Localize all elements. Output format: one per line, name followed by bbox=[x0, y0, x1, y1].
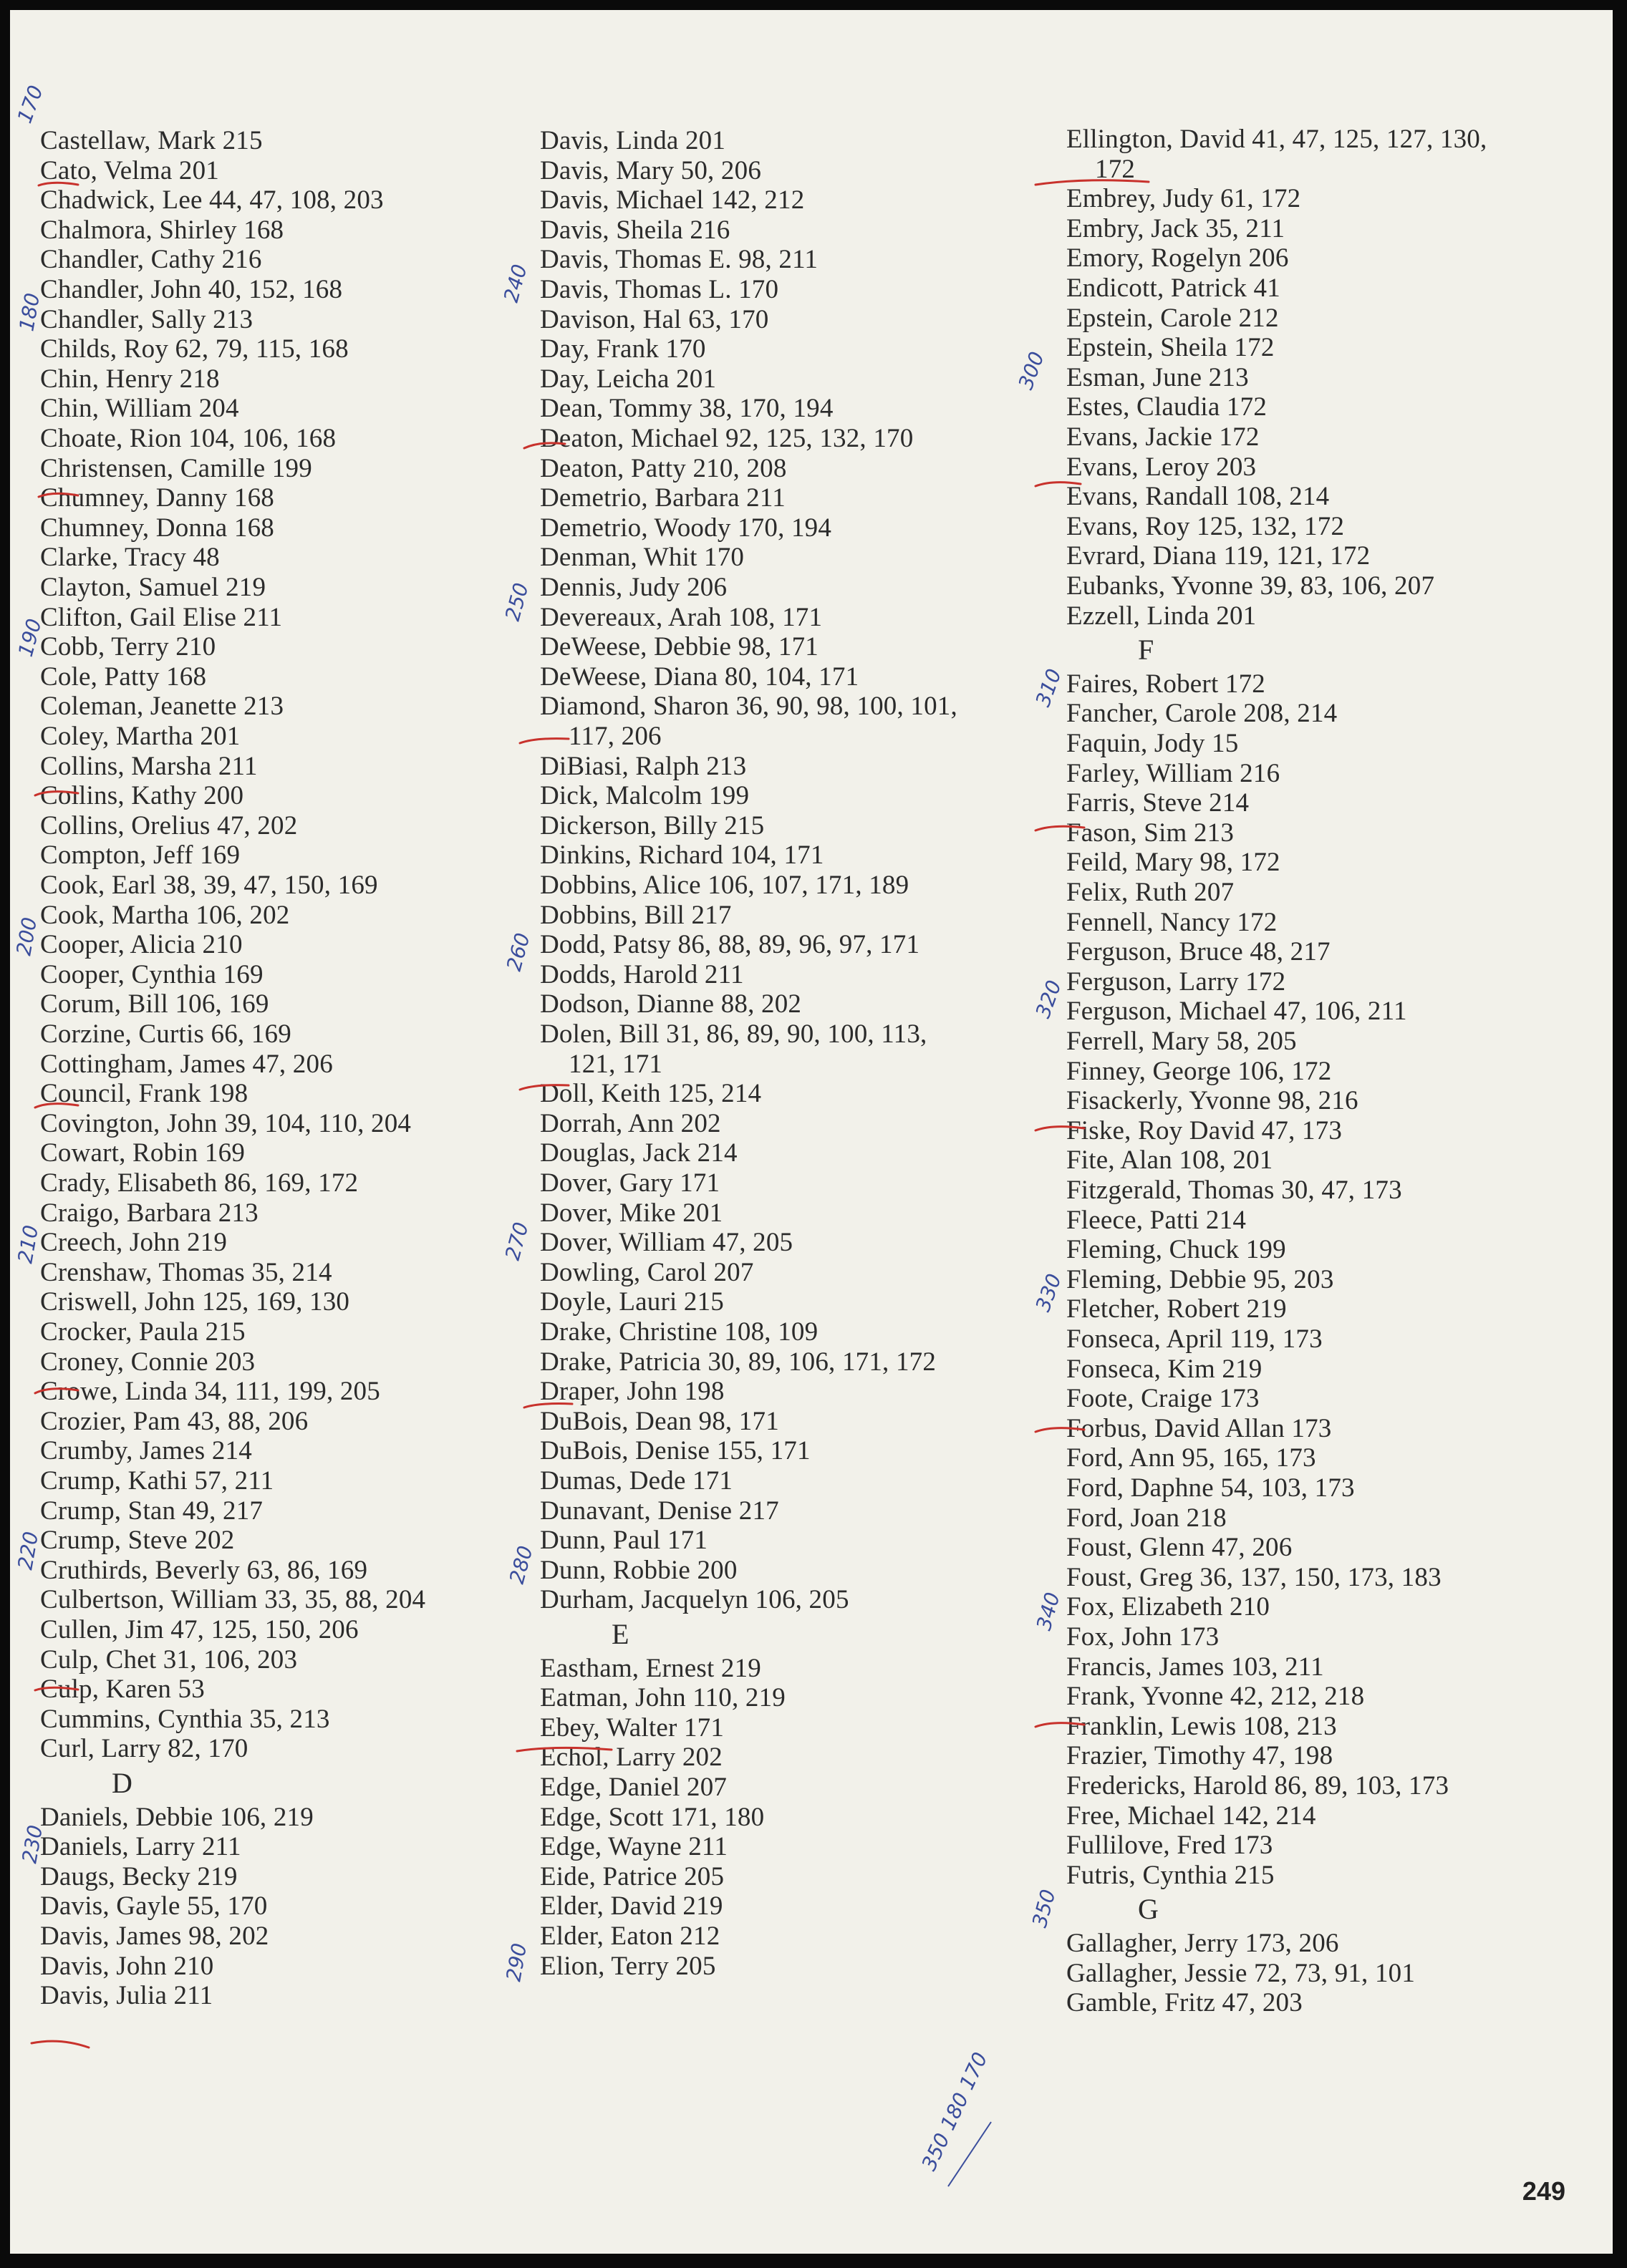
note-300: 300 bbox=[1013, 348, 1049, 393]
index-entry: Davis, Gayle 55, 170 bbox=[40, 1891, 268, 1921]
index-entry: Evans, Leroy 203 bbox=[1066, 452, 1257, 482]
index-entry: Crump, Stan 49, 217 bbox=[40, 1496, 264, 1526]
index-entry: Dobbins, Alice 106, 107, 171, 189 bbox=[540, 871, 909, 900]
index-entry: Demetrio, Woody 170, 194 bbox=[540, 513, 832, 543]
index-entry: Farley, William 216 bbox=[1066, 759, 1280, 788]
index-entry: DuBois, Denise 155, 171 bbox=[540, 1436, 811, 1465]
index-entry: Cottingham, James 47, 206 bbox=[40, 1050, 333, 1079]
index-entry: Corum, Bill 106, 169 bbox=[40, 989, 269, 1019]
index-entry: Corzine, Curtis 66, 169 bbox=[40, 1019, 291, 1049]
index-entry: Frank, Yvonne 42, 212, 218 bbox=[1066, 1682, 1365, 1711]
index-entry: Free, Michael 142, 214 bbox=[1066, 1801, 1316, 1831]
index-entry: Crump, Steve 202 bbox=[40, 1526, 235, 1555]
index-entry: Finney, George 106, 172 bbox=[1066, 1057, 1332, 1086]
index-entry: Davis, Sheila 216 bbox=[540, 215, 730, 245]
index-entry: Gamble, Fritz 47, 203 bbox=[1066, 1988, 1303, 2017]
index-entry: Cato, Velma 201 bbox=[40, 156, 219, 185]
index-entry: Dinkins, Richard 104, 171 bbox=[540, 840, 824, 870]
index-entry: Ferguson, Larry 172 bbox=[1066, 967, 1286, 997]
index-entry: Dunn, Paul 171 bbox=[540, 1526, 708, 1555]
index-entry: Elder, Eaton 212 bbox=[540, 1922, 720, 1951]
index-entry: Ford, Ann 95, 165, 173 bbox=[1066, 1443, 1316, 1473]
index-entry: Demetrio, Barbara 211 bbox=[540, 483, 786, 513]
red-pencil-marks bbox=[32, 180, 1149, 2048]
index-entry: Evans, Randall 108, 214 bbox=[1066, 482, 1330, 511]
index-entry: Fennell, Nancy 172 bbox=[1066, 908, 1278, 937]
index-page bbox=[10, 10, 1613, 2254]
index-entry-continuation: 117, 206 bbox=[569, 722, 662, 751]
index-entry: Futris, Cynthia 215 bbox=[1066, 1861, 1275, 1890]
page-number: 249 bbox=[1522, 2176, 1565, 2206]
index-entry: Crozier, Pam 43, 88, 206 bbox=[40, 1407, 309, 1436]
index-entry: Chandler, Sally 213 bbox=[40, 305, 254, 334]
index-entry: Fox, Elizabeth 210 bbox=[1066, 1592, 1270, 1622]
index-entry: Felix, Ruth 207 bbox=[1066, 878, 1235, 907]
index-entry: Crenshaw, Thomas 35, 214 bbox=[40, 1258, 332, 1287]
section-letter: G bbox=[1138, 1893, 1159, 1925]
index-entry: Chadwick, Lee 44, 47, 108, 203 bbox=[40, 185, 384, 215]
index-entry: Evrard, Diana 119, 121, 172 bbox=[1066, 541, 1371, 571]
index-entry: Christensen, Camille 199 bbox=[40, 454, 312, 483]
index-entry: Culbertson, William 33, 35, 88, 204 bbox=[40, 1585, 426, 1614]
index-entry: Chumney, Danny 168 bbox=[40, 483, 274, 513]
index-entry: Deaton, Patty 210, 208 bbox=[540, 454, 787, 483]
index-entry: Edge, Wayne 211 bbox=[540, 1832, 728, 1861]
index-entry: Council, Frank 198 bbox=[40, 1079, 248, 1108]
index-entry: Day, Leicha 201 bbox=[540, 364, 717, 394]
index-entry: Davis, Julia 211 bbox=[40, 1981, 213, 2010]
section-letter: F bbox=[1138, 634, 1154, 666]
index-entry: Criswell, John 125, 169, 130 bbox=[40, 1287, 350, 1317]
index-entry: Dodds, Harold 211 bbox=[540, 960, 744, 989]
index-entry: Chumney, Donna 168 bbox=[40, 513, 274, 543]
index-entry: Francis, James 103, 211 bbox=[1066, 1652, 1324, 1682]
blue-pencil-numbers bbox=[11, 82, 1066, 2174]
index-entry: Dunn, Robbie 200 bbox=[540, 1556, 738, 1585]
index-entry: Feild, Mary 98, 172 bbox=[1066, 848, 1280, 877]
index-entry: Drake, Patricia 30, 89, 106, 171, 172 bbox=[540, 1347, 937, 1377]
index-entry: Daniels, Larry 211 bbox=[40, 1832, 241, 1861]
index-entry: Collins, Orelius 47, 202 bbox=[40, 811, 298, 840]
index-entry: Fisackerly, Yvonne 98, 216 bbox=[1066, 1086, 1358, 1115]
index-entry: Creech, John 219 bbox=[40, 1228, 228, 1257]
note-290: 290 bbox=[501, 1941, 532, 1984]
index-entry: Gallagher, Jerry 173, 206 bbox=[1066, 1929, 1339, 1958]
index-entry: Eastham, Ernest 219 bbox=[540, 1654, 761, 1683]
index-entry: Dover, Gary 171 bbox=[540, 1168, 720, 1198]
index-entry: Fredericks, Harold 86, 89, 103, 173 bbox=[1066, 1771, 1449, 1801]
index-entry: Cobb, Terry 210 bbox=[40, 632, 216, 662]
index-entry: Draper, John 198 bbox=[540, 1377, 725, 1406]
index-entry: Estes, Claudia 172 bbox=[1066, 392, 1268, 422]
index-entry: Davis, James 98, 202 bbox=[40, 1922, 269, 1951]
note-310: 310 bbox=[1030, 665, 1066, 710]
index-entry: Epstein, Sheila 172 bbox=[1066, 333, 1275, 362]
index-entry: Durham, Jacquelyn 106, 205 bbox=[540, 1585, 849, 1614]
index-entry: Clayton, Samuel 219 bbox=[40, 573, 266, 602]
index-entry: Davis, Thomas L. 170 bbox=[540, 275, 779, 304]
index-entry: Ford, Joan 218 bbox=[1066, 1503, 1227, 1533]
index-entry: DiBiasi, Ralph 213 bbox=[540, 752, 747, 781]
index-entry: Fleming, Chuck 199 bbox=[1066, 1235, 1286, 1264]
index-entry: Crump, Kathi 57, 211 bbox=[40, 1466, 274, 1496]
index-entry: Dean, Tommy 38, 170, 194 bbox=[540, 394, 834, 423]
index-entry: Fiske, Roy David 47, 173 bbox=[1066, 1116, 1343, 1145]
note-190: 190 bbox=[13, 616, 47, 659]
section-letter: D bbox=[112, 1767, 132, 1799]
index-entry: Chin, Henry 218 bbox=[40, 364, 220, 394]
index-entry: Cruthirds, Beverly 63, 86, 169 bbox=[40, 1556, 368, 1585]
index-entry: Culp, Chet 31, 106, 203 bbox=[40, 1645, 298, 1675]
index-entry: Dodson, Dianne 88, 202 bbox=[540, 989, 802, 1019]
index-entry: Fullilove, Fred 173 bbox=[1066, 1831, 1273, 1860]
index-entry: Foust, Greg 36, 137, 150, 173, 183 bbox=[1066, 1563, 1442, 1592]
index-entry: Evans, Roy 125, 132, 172 bbox=[1066, 512, 1345, 541]
index-entry: Dunavant, Denise 217 bbox=[540, 1496, 779, 1526]
index-entry: Chalmora, Shirley 168 bbox=[40, 215, 284, 245]
index-entry: Drake, Christine 108, 109 bbox=[540, 1317, 819, 1347]
section-letter: E bbox=[612, 1618, 629, 1650]
index-entry: Ferguson, Bruce 48, 217 bbox=[1066, 937, 1331, 966]
index-entry: Fitzgerald, Thomas 30, 47, 173 bbox=[1066, 1176, 1402, 1205]
index-entry: Ferrell, Mary 58, 205 bbox=[1066, 1027, 1297, 1056]
index-entry: Crady, Elisabeth 86, 169, 172 bbox=[40, 1168, 359, 1198]
note-350: 350 bbox=[1027, 1886, 1061, 1930]
index-entry: Fox, John 173 bbox=[1066, 1622, 1220, 1652]
index-entry: Fonseca, April 119, 173 bbox=[1066, 1324, 1323, 1354]
note-220: 220 bbox=[13, 1529, 44, 1572]
index-entry: Craigo, Barbara 213 bbox=[40, 1198, 259, 1228]
note-240: 240 bbox=[498, 261, 532, 305]
index-entry: Edge, Daniel 207 bbox=[540, 1773, 728, 1802]
index-entry: Foust, Glenn 47, 206 bbox=[1066, 1533, 1293, 1562]
note-270: 270 bbox=[500, 1219, 534, 1263]
index-entry: Cook, Martha 106, 202 bbox=[40, 901, 290, 930]
index-entry: Davis, Mary 50, 206 bbox=[540, 156, 762, 185]
index-entry: Evans, Jackie 172 bbox=[1066, 422, 1260, 452]
index-entry: Dickerson, Billy 215 bbox=[540, 811, 765, 840]
index-entry: Echol, Larry 202 bbox=[540, 1743, 723, 1772]
index-entry: Cook, Earl 38, 39, 47, 150, 169 bbox=[40, 871, 378, 900]
index-entry: Cummins, Cynthia 35, 213 bbox=[40, 1705, 330, 1734]
index-entry-continuation: 172 bbox=[1095, 155, 1136, 184]
index-entry: Emory, Rogelyn 206 bbox=[1066, 243, 1289, 273]
index-entry: Cooper, Cynthia 169 bbox=[40, 960, 264, 989]
index-entry: Crumby, James 214 bbox=[40, 1436, 252, 1465]
index-entry: Dennis, Judy 206 bbox=[540, 573, 728, 602]
index-entry: Devereaux, Arah 108, 171 bbox=[540, 603, 823, 632]
index-entry: Chin, William 204 bbox=[40, 394, 239, 423]
index-entry: Dover, Mike 201 bbox=[540, 1198, 723, 1228]
index-entry: Clarke, Tracy 48 bbox=[40, 543, 220, 572]
index-entry-continuation: 121, 171 bbox=[569, 1050, 663, 1079]
index-entry: Davis, Michael 142, 212 bbox=[540, 185, 805, 215]
index-entry: Crocker, Paula 215 bbox=[40, 1317, 246, 1347]
index-entry: Dodd, Patsy 86, 88, 89, 96, 97, 171 bbox=[540, 930, 920, 959]
index-entry: Dick, Malcolm 199 bbox=[540, 781, 750, 810]
index-entry: Fletcher, Robert 219 bbox=[1066, 1294, 1287, 1324]
index-entry: Daugs, Becky 219 bbox=[40, 1862, 238, 1891]
index-entry: Diamond, Sharon 36, 90, 98, 100, 101, bbox=[540, 692, 957, 721]
index-entry: Endicott, Patrick 41 bbox=[1066, 273, 1280, 303]
index-entry: Dowling, Carol 207 bbox=[540, 1258, 754, 1287]
note-280: 280 bbox=[504, 1543, 538, 1586]
index-entry: Dumas, Dede 171 bbox=[540, 1466, 733, 1496]
index-entry: Forbus, David Allan 173 bbox=[1066, 1414, 1332, 1443]
index-entry: Davis, Thomas E. 98, 211 bbox=[540, 245, 819, 274]
index-entry: Dolen, Bill 31, 86, 89, 90, 100, 113, bbox=[540, 1019, 927, 1049]
index-entry: Eide, Patrice 205 bbox=[540, 1862, 725, 1891]
index-entry: Douglas, Jack 214 bbox=[540, 1138, 738, 1168]
index-entry: Gallagher, Jessie 72, 73, 91, 101 bbox=[1066, 1959, 1416, 1988]
index-entry: Ebey, Walter 171 bbox=[540, 1713, 725, 1743]
index-entry: Ellington, David 41, 47, 125, 127, 130, bbox=[1066, 125, 1487, 154]
note-230: 230 bbox=[17, 1823, 48, 1866]
index-entry: Dorrah, Ann 202 bbox=[540, 1109, 721, 1138]
index-entry: Collins, Marsha 211 bbox=[40, 752, 258, 781]
note-250: 250 bbox=[500, 580, 534, 624]
index-entry: Elion, Terry 205 bbox=[540, 1952, 716, 1981]
index-entry: Davison, Hal 63, 170 bbox=[540, 305, 769, 334]
index-entry: Doll, Keith 125, 214 bbox=[540, 1079, 762, 1108]
index-entry: Ford, Daphne 54, 103, 173 bbox=[1066, 1473, 1355, 1503]
index-entry: Cole, Patty 168 bbox=[40, 662, 207, 692]
index-entry: Clifton, Gail Elise 211 bbox=[40, 603, 283, 632]
index-entry: Daniels, Debbie 106, 219 bbox=[40, 1803, 314, 1832]
index-entry: Doyle, Lauri 215 bbox=[540, 1287, 724, 1317]
note-tally: 350 180 170 bbox=[917, 2048, 993, 2174]
index-entry: Collins, Kathy 200 bbox=[40, 781, 244, 810]
index-entry: Esman, June 213 bbox=[1066, 363, 1249, 392]
index-entry: Dobbins, Bill 217 bbox=[540, 901, 732, 930]
index-entry: Fonseca, Kim 219 bbox=[1066, 1354, 1263, 1384]
index-entry: DeWeese, Diana 80, 104, 171 bbox=[540, 662, 859, 692]
index-entry: Culp, Karen 53 bbox=[40, 1675, 205, 1704]
index-entry: Croney, Connie 203 bbox=[40, 1347, 256, 1377]
index-entry: Denman, Whit 170 bbox=[540, 543, 745, 572]
index-entry: Cowart, Robin 169 bbox=[40, 1138, 246, 1168]
index-entry: Eubanks, Yvonne 39, 83, 106, 207 bbox=[1066, 571, 1435, 601]
note-210: 210 bbox=[13, 1223, 44, 1266]
index-entry: Fason, Sim 213 bbox=[1066, 818, 1235, 848]
index-entry: Choate, Rion 104, 106, 168 bbox=[40, 424, 337, 453]
index-entry: Coley, Martha 201 bbox=[40, 722, 241, 751]
index-entry: Davis, Linda 201 bbox=[540, 126, 726, 155]
index-entry: Compton, Jeff 169 bbox=[40, 840, 241, 870]
note-330: 330 bbox=[1030, 1270, 1066, 1315]
index-entry: Ferguson, Michael 47, 106, 211 bbox=[1066, 997, 1407, 1026]
index-entry: Crowe, Linda 34, 111, 199, 205 bbox=[40, 1377, 380, 1406]
handwritten-annotations bbox=[10, 10, 1613, 2254]
index-entry: Frazier, Timothy 47, 198 bbox=[1066, 1741, 1333, 1770]
index-entry: Franklin, Lewis 108, 213 bbox=[1066, 1712, 1337, 1741]
index-entry: Curl, Larry 82, 170 bbox=[40, 1734, 248, 1763]
index-entry: Edge, Scott 171, 180 bbox=[540, 1803, 765, 1832]
index-entry: Cooper, Alicia 210 bbox=[40, 930, 243, 959]
index-entry: Dover, William 47, 205 bbox=[540, 1228, 793, 1257]
index-entry: Eatman, John 110, 219 bbox=[540, 1683, 786, 1712]
index-entry: Deaton, Michael 92, 125, 132, 170 bbox=[540, 424, 914, 453]
index-entry: Fleming, Debbie 95, 203 bbox=[1066, 1265, 1334, 1294]
index-entry: Chandler, John 40, 152, 168 bbox=[40, 275, 343, 304]
note-320: 320 bbox=[1030, 976, 1066, 1022]
index-entry: Embrey, Judy 61, 172 bbox=[1066, 184, 1301, 213]
index-entry: Childs, Roy 62, 79, 115, 168 bbox=[40, 334, 349, 364]
index-entry: Elder, David 219 bbox=[540, 1891, 723, 1921]
index-entry: Cullen, Jim 47, 125, 150, 206 bbox=[40, 1615, 359, 1644]
index-entry: Farris, Steve 214 bbox=[1066, 788, 1250, 818]
note-260: 260 bbox=[501, 930, 535, 974]
index-entry: DeWeese, Debbie 98, 171 bbox=[540, 632, 819, 662]
index-entry: Chandler, Cathy 216 bbox=[40, 245, 262, 274]
note-180: 180 bbox=[14, 291, 45, 334]
index-entry: DuBois, Dean 98, 171 bbox=[540, 1407, 779, 1436]
index-entry: Coleman, Jeanette 213 bbox=[40, 692, 284, 721]
index-entry: Castellaw, Mark 215 bbox=[40, 126, 263, 155]
index-entry: Fleece, Patti 214 bbox=[1066, 1206, 1247, 1235]
index-entry: Fite, Alan 108, 201 bbox=[1066, 1145, 1273, 1175]
index-entry: Faires, Robert 172 bbox=[1066, 669, 1265, 699]
index-entry: Faquin, Jody 15 bbox=[1066, 729, 1239, 758]
index-entry: Fancher, Carole 208, 214 bbox=[1066, 699, 1338, 728]
index-entry: Day, Frank 170 bbox=[540, 334, 706, 364]
note-200: 200 bbox=[11, 915, 42, 958]
note-170: 170 bbox=[12, 82, 48, 127]
index-entry: Covington, John 39, 104, 110, 204 bbox=[40, 1109, 412, 1138]
index-entry: Epstein, Carole 212 bbox=[1066, 304, 1279, 333]
index-entry: Embry, Jack 35, 211 bbox=[1066, 214, 1285, 243]
index-entry: Foote, Craige 173 bbox=[1066, 1384, 1260, 1413]
index-entry: Ezzell, Linda 201 bbox=[1066, 601, 1257, 631]
index-entry: Davis, John 210 bbox=[40, 1952, 214, 1981]
note-340: 340 bbox=[1031, 1589, 1065, 1633]
